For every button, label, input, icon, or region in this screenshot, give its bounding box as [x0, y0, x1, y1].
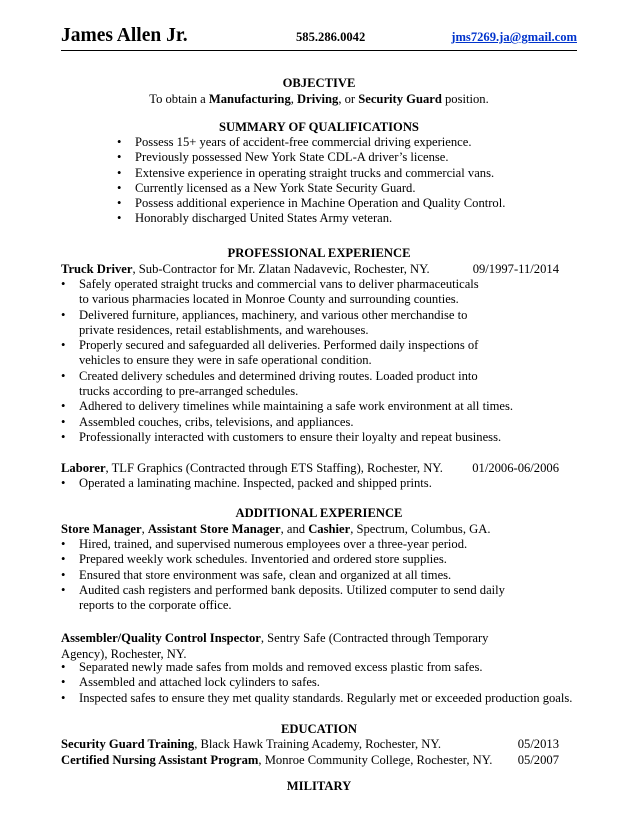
bullet-icon: •: [61, 307, 66, 322]
laborer-duties: [61, 476, 432, 491]
additional-heading: ADDITIONAL EXPERIENCE: [235, 506, 403, 520]
summary-heading: SUMMARY OF QUALIFICATIONS: [219, 120, 419, 134]
list-item-text: Prepared weekly work schedules. Inventoried and ordered store supplies.: [79, 552, 447, 567]
header-divider: [61, 50, 577, 51]
education-date: 05/2007: [517, 753, 559, 767]
education-entry: [61, 736, 559, 752]
list-item: [117, 150, 505, 165]
list-item-text: Assembled couches, cribs, televisions, and appliances.: [79, 414, 354, 429]
bullet-icon: •: [117, 135, 122, 149]
list-item-continuation: [79, 598, 505, 613]
job-dates: 01/2006-06/2006: [472, 461, 559, 475]
bullet-icon: •: [61, 675, 66, 690]
list-item-text: to various pharmacies located in Monroe County and surrounding counties.: [79, 292, 459, 307]
list-item: [61, 277, 513, 292]
list-item-text: Safely operated straight trucks and commercial vans to deliver pharmaceuticals: [79, 277, 479, 291]
candidate-name: James Allen Jr.: [61, 25, 188, 46]
professional-heading: PROFESSIONAL EXPERIENCE: [227, 246, 411, 260]
list-item-text: Hired, trained, and supervised numerous employees over a three-year period.: [79, 537, 468, 551]
list-item-text: trucks according to pre-arranged schedules.: [79, 384, 299, 399]
bullet-icon: •: [61, 537, 66, 551]
objective-role-driving: Driving: [297, 92, 339, 106]
list-item-text: Previously possessed New York State CDL-A driver’s license.: [135, 150, 449, 165]
list-item-text: Audited cash registers and performed bank deposits. Utilized computer to send daily: [79, 582, 505, 597]
job-title: Cashier: [308, 522, 351, 536]
job-dates: 09/1997-11/2014: [472, 262, 559, 276]
job-employer: , TLF Graphics (Contracted through ETS Staffing), Rochester, NY.: [105, 461, 443, 475]
job-header-store-manager: [61, 521, 559, 537]
list-item: [61, 476, 432, 491]
job-title-sep: , and: [280, 522, 309, 536]
bullet-icon: •: [61, 414, 66, 429]
job-employer: , Sub-Contractor for Mr. Zlatan Nadavevic, Rochester, NY.: [132, 262, 430, 276]
list-item-text: Separated newly made safes from molds and removed excess plastic from safes.: [79, 660, 483, 674]
education-title: Security Guard Training: [61, 737, 195, 751]
objective-suffix: position.: [441, 92, 489, 106]
list-item-text: Delivered furniture, appliances, machinery, and various other merchandise to: [79, 307, 468, 322]
job-header-truck-driver: [61, 261, 559, 277]
education-institution: , Black Hawk Training Academy, Rochester, NY.: [194, 737, 441, 751]
job-header-assembler: [61, 630, 559, 646]
education-date: 05/2013: [517, 737, 559, 751]
bullet-icon: •: [61, 660, 66, 674]
list-item-text: reports to the corporate office.: [79, 598, 232, 613]
bullet-icon: •: [117, 150, 122, 165]
list-item-text: vehicles to ensure they were in safe operational condition.: [79, 353, 372, 368]
bullet-icon: •: [61, 552, 66, 567]
education-title: Certified Nursing Assistant Program: [61, 753, 259, 767]
objective-heading: OBJECTIVE: [282, 76, 356, 90]
list-item-text: Adhered to delivery timelines while maintaining a safe work environment at all times.: [79, 399, 514, 414]
list-item-text: Created delivery schedules and determined driving routes. Loaded product into: [79, 368, 478, 383]
assembler-duties: [61, 660, 573, 706]
list-item-text: Possess 15+ years of accident-free commercial driving experience.: [135, 135, 472, 149]
phone-number: 585.286.0042: [296, 30, 366, 44]
list-item: [61, 307, 513, 323]
list-item: [61, 368, 513, 384]
list-item-text: Properly secured and safeguarded all deliveries. Performed daily inspections of: [79, 338, 479, 353]
list-item: [61, 660, 572, 675]
list-item: [117, 135, 505, 150]
list-item: [61, 567, 505, 583]
bullet-icon: •: [117, 211, 122, 226]
bullet-icon: •: [61, 399, 66, 414]
list-item: [61, 552, 505, 567]
bullet-icon: •: [117, 180, 122, 195]
list-item-continuation: [79, 384, 513, 399]
bullet-icon: •: [61, 582, 66, 597]
resume-header: [61, 24, 577, 50]
list-item: [61, 429, 513, 445]
list-item-continuation: [79, 353, 513, 368]
list-item-continuation: [79, 292, 513, 307]
education-institution: , Monroe Community College, Rochester, NY.: [258, 753, 493, 767]
list-item: [117, 165, 505, 181]
bullet-icon: •: [117, 196, 122, 211]
objective-sep: ,: [290, 92, 298, 106]
list-item-text: private residences, retail establishments, and warehouses.: [79, 322, 369, 337]
email-link[interactable]: jms7269.ja@gmail.com: [451, 30, 577, 44]
job-title-sep: ,: [141, 522, 148, 536]
job-employer: , Sentry Safe (Contracted through Temporary: [260, 631, 489, 645]
objective-sep: , or: [338, 92, 359, 106]
list-item-text: Operated a laminating machine. Inspected, packed and shipped prints.: [79, 476, 432, 490]
bullet-icon: •: [61, 429, 66, 444]
job-employer: , Spectrum, Columbus, GA.: [350, 522, 491, 536]
store-manager-duties: [61, 537, 505, 613]
bullet-icon: •: [61, 277, 66, 291]
list-item: [61, 338, 513, 353]
list-item: [117, 211, 505, 226]
job-title: Assembler/Quality Control Inspector: [61, 631, 261, 645]
list-item-text: Possess additional experience in Machine Operation and Quality Control.: [135, 196, 506, 211]
job-title: Assistant Store Manager: [147, 522, 281, 536]
list-item-text: Honorably discharged United States Army veteran.: [135, 211, 393, 226]
job-title: Store Manager: [61, 522, 142, 536]
objective-prefix: To obtain a: [149, 92, 209, 106]
objective-role-security: Security Guard: [358, 92, 442, 106]
education-entry: [61, 752, 559, 768]
education-heading: EDUCATION: [280, 722, 358, 736]
job-header-laborer: [61, 460, 559, 476]
bullet-icon: •: [61, 338, 66, 353]
summary-list: [117, 135, 506, 227]
job-title: Truck Driver: [61, 262, 133, 276]
bullet-icon: •: [61, 567, 66, 582]
bullet-icon: •: [61, 368, 66, 383]
list-item: [117, 180, 505, 196]
list-item: [61, 582, 505, 598]
objective-role-manufacturing: Manufacturing: [208, 92, 291, 106]
list-item: [61, 690, 573, 706]
military-heading: MILITARY: [286, 779, 352, 793]
bullet-icon: •: [61, 690, 66, 705]
list-item-text: Extensive experience in operating straight trucks and commercial vans.: [135, 165, 495, 180]
list-item-text: Currently licensed as a New York State Security Guard.: [135, 180, 416, 195]
list-item-text: Assembled and attached lock cylinders to safes.: [79, 675, 320, 690]
job-employer: Agency), Rochester, NY.: [61, 647, 187, 661]
list-item: [61, 675, 572, 690]
list-item-continuation: [79, 323, 513, 338]
list-item-text: Inspected safes to ensure they met quality standards. Regularly met or exceeded production goals.: [79, 690, 573, 705]
job-title: Laborer: [61, 461, 106, 475]
list-item: [117, 196, 506, 211]
list-item-text: Ensured that store environment was safe, clean and organized at all times.: [79, 567, 452, 582]
list-item: [61, 537, 505, 552]
bullet-icon: •: [61, 476, 66, 490]
list-item: [61, 414, 513, 430]
bullet-icon: •: [117, 165, 122, 180]
list-item-text: Professionally interacted with customers to ensure their loyalty and repeat business.: [79, 429, 502, 444]
objective-text: [61, 91, 577, 107]
list-item: [61, 399, 514, 414]
truck-driver-duties: [61, 277, 514, 445]
